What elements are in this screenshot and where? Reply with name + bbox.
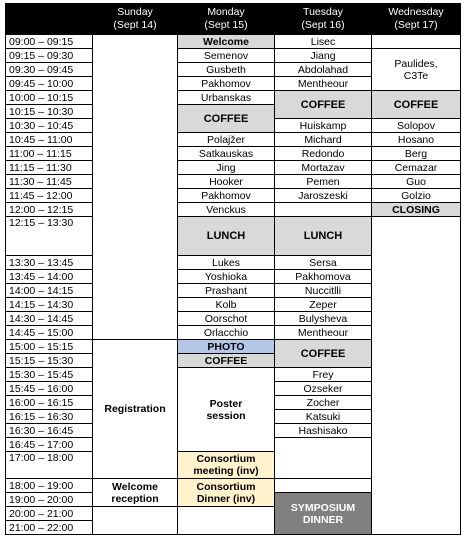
header-corner [6, 4, 93, 35]
wednesday-talk: Cemazar [372, 161, 461, 175]
time-slot: 13:45 – 14:00 [6, 270, 93, 284]
sunday-welcome-reception: Welcome reception [93, 479, 178, 507]
monday-talk: Semenov [178, 49, 275, 63]
time-slot: 09:15 – 09:30 [6, 49, 93, 63]
time-slot: 16:45 – 17:00 [6, 438, 93, 452]
monday-talk: Orlacchio [178, 326, 275, 340]
table-row [6, 35, 461, 49]
table-row [6, 133, 461, 147]
monday-talk: Yoshioka [178, 270, 275, 284]
tuesday-talk: Sersa [275, 256, 372, 270]
table-row [6, 203, 461, 217]
tuesday-talk: Huiskamp [275, 119, 372, 133]
header-wednesday: Wednesday (Sept 17) [372, 4, 461, 35]
schedule-table [5, 3, 461, 535]
time-slot: 10:30 – 10:45 [6, 119, 93, 133]
monday-talk: Polajžer [178, 133, 275, 147]
monday-consortium-dinner: Consortium Dinner (inv) [178, 479, 275, 507]
tuesday-lunch: LUNCH [275, 217, 372, 256]
monday-talk: Jing [178, 161, 275, 175]
table-row [6, 161, 461, 175]
wednesday-empty [372, 35, 461, 49]
wednesday-coffee: COFFEE [372, 91, 461, 119]
tuesday-talk: Nuccitlli [275, 284, 372, 298]
time-slot: 21:00 – 22:00 [6, 521, 93, 535]
time-slot: 15:45 – 16:00 [6, 382, 93, 396]
tuesday-talk: Ozseker [275, 382, 372, 396]
time-slot: 15:15 – 15:30 [6, 354, 93, 368]
wednesday-talk: Berg [372, 147, 461, 161]
monday-consortium-meeting: Consortium meeting (inv) [178, 452, 275, 479]
wednesday-talk: Guo [372, 175, 461, 189]
header-monday: Monday (Sept 15) [178, 4, 275, 35]
time-slot: 16:15 – 16:30 [6, 410, 93, 424]
wednesday-talk: Hosano [372, 133, 461, 147]
wednesday-talk: Golzio [372, 189, 461, 203]
time-slot: 15:30 – 15:45 [6, 368, 93, 382]
tuesday-talk: Lisec [275, 35, 372, 49]
tuesday-talk: Frey [275, 368, 372, 382]
time-slot: 13:30 – 13:45 [6, 256, 93, 270]
tuesday-talk: Jiang [275, 49, 372, 63]
tuesday-talk: Pakhomova [275, 270, 372, 284]
monday-talk: Pakhomov [178, 189, 275, 203]
monday-talk: Oorschot [178, 312, 275, 326]
tuesday-talk: Zeper [275, 298, 372, 312]
sunday-morning-empty [93, 35, 178, 340]
monday-talk: Pakhomov [178, 77, 275, 91]
tuesday-talk: Zocher [275, 396, 372, 410]
table-row [6, 91, 461, 105]
tuesday-talk: Michard [275, 133, 372, 147]
tuesday-talk: Katsuki [275, 410, 372, 424]
time-slot: 14:30 – 14:45 [6, 312, 93, 326]
time-slot: 19:00 – 20:00 [6, 493, 93, 507]
time-slot: 12:15 – 13:30 [6, 217, 93, 256]
table-row [6, 49, 461, 63]
time-slot: 17:00 – 18:00 [6, 452, 93, 479]
monday-photo: PHOTO [178, 340, 275, 354]
header-row [6, 4, 461, 35]
time-slot: 16:00 – 16:15 [6, 396, 93, 410]
wednesday-afternoon-empty [372, 217, 461, 535]
sunday-empty [93, 507, 178, 535]
wednesday-closing: CLOSING [372, 203, 461, 217]
monday-talk: Urbanskas [178, 91, 275, 105]
table-row [6, 217, 461, 256]
tuesday-talk: Bulysheva [275, 312, 372, 326]
tuesday-symposium-dinner: SYMPOSIUM DINNER [275, 493, 372, 535]
time-slot: 14:00 – 14:15 [6, 284, 93, 298]
tuesday-talk: Mentheour [275, 77, 372, 91]
tuesday-coffee: COFFEE [275, 91, 372, 119]
monday-talk: Lukes [178, 256, 275, 270]
time-slot: 12:00 – 12:15 [6, 203, 93, 217]
monday-talk: Prashant [178, 284, 275, 298]
time-slot: 18:00 – 19:00 [6, 479, 93, 493]
monday-talk: Venckus [178, 203, 275, 217]
tuesday-talk: Redondo [275, 147, 372, 161]
monday-coffee-afternoon: COFFEE [178, 354, 275, 368]
time-slot: 11:45 – 12:00 [6, 189, 93, 203]
tuesday-talk: Abdolahad [275, 63, 372, 77]
time-slot: 14:15 – 14:30 [6, 298, 93, 312]
header-sunday: Sunday (Sept 14) [93, 4, 178, 35]
time-slot: 11:00 – 11:15 [6, 147, 93, 161]
tuesday-talk: Hashisako [275, 424, 372, 438]
table-row [6, 175, 461, 189]
table-row [6, 147, 461, 161]
monday-talk: Hooker [178, 175, 275, 189]
time-slot: 16:30 – 16:45 [6, 424, 93, 438]
tuesday-empty [275, 203, 372, 217]
monday-coffee: COFFEE [178, 105, 275, 133]
tuesday-coffee-afternoon: COFFEE [275, 340, 372, 368]
tuesday-talk: Jaroszeski [275, 189, 372, 203]
time-slot: 11:30 – 11:45 [6, 175, 93, 189]
time-slot: 10:15 – 10:30 [6, 105, 93, 119]
sunday-registration: Registration [93, 340, 178, 479]
wednesday-opening: Paulides, C3Te [372, 49, 461, 91]
time-slot: 09:30 – 09:45 [6, 63, 93, 77]
tuesday-talk: Mentheour [275, 326, 372, 340]
monday-poster-session: Poster session [178, 368, 275, 452]
time-slot: 09:00 – 09:15 [6, 35, 93, 49]
time-slot: 14:45 – 15:00 [6, 326, 93, 340]
tuesday-empty [275, 479, 372, 493]
header-tuesday: Tuesday (Sept 16) [275, 4, 372, 35]
table-row [6, 189, 461, 203]
time-slot: 10:00 – 10:15 [6, 91, 93, 105]
time-slot: 20:00 – 21:00 [6, 507, 93, 521]
time-slot: 11:15 – 11:30 [6, 161, 93, 175]
time-slot: 09:45 – 10:00 [6, 77, 93, 91]
tuesday-talk: Pemen [275, 175, 372, 189]
wednesday-talk: Solopov [372, 119, 461, 133]
time-slot: 15:00 – 15:15 [6, 340, 93, 354]
monday-welcome: Welcome [178, 35, 275, 49]
monday-empty [178, 507, 275, 535]
monday-talk: Kolb [178, 298, 275, 312]
monday-talk: Satkauskas [178, 147, 275, 161]
monday-lunch: LUNCH [178, 217, 275, 256]
time-slot: 10:45 – 11:00 [6, 133, 93, 147]
tuesday-empty [275, 438, 372, 479]
monday-talk: Gusbeth [178, 63, 275, 77]
tuesday-talk: Mortazav [275, 161, 372, 175]
